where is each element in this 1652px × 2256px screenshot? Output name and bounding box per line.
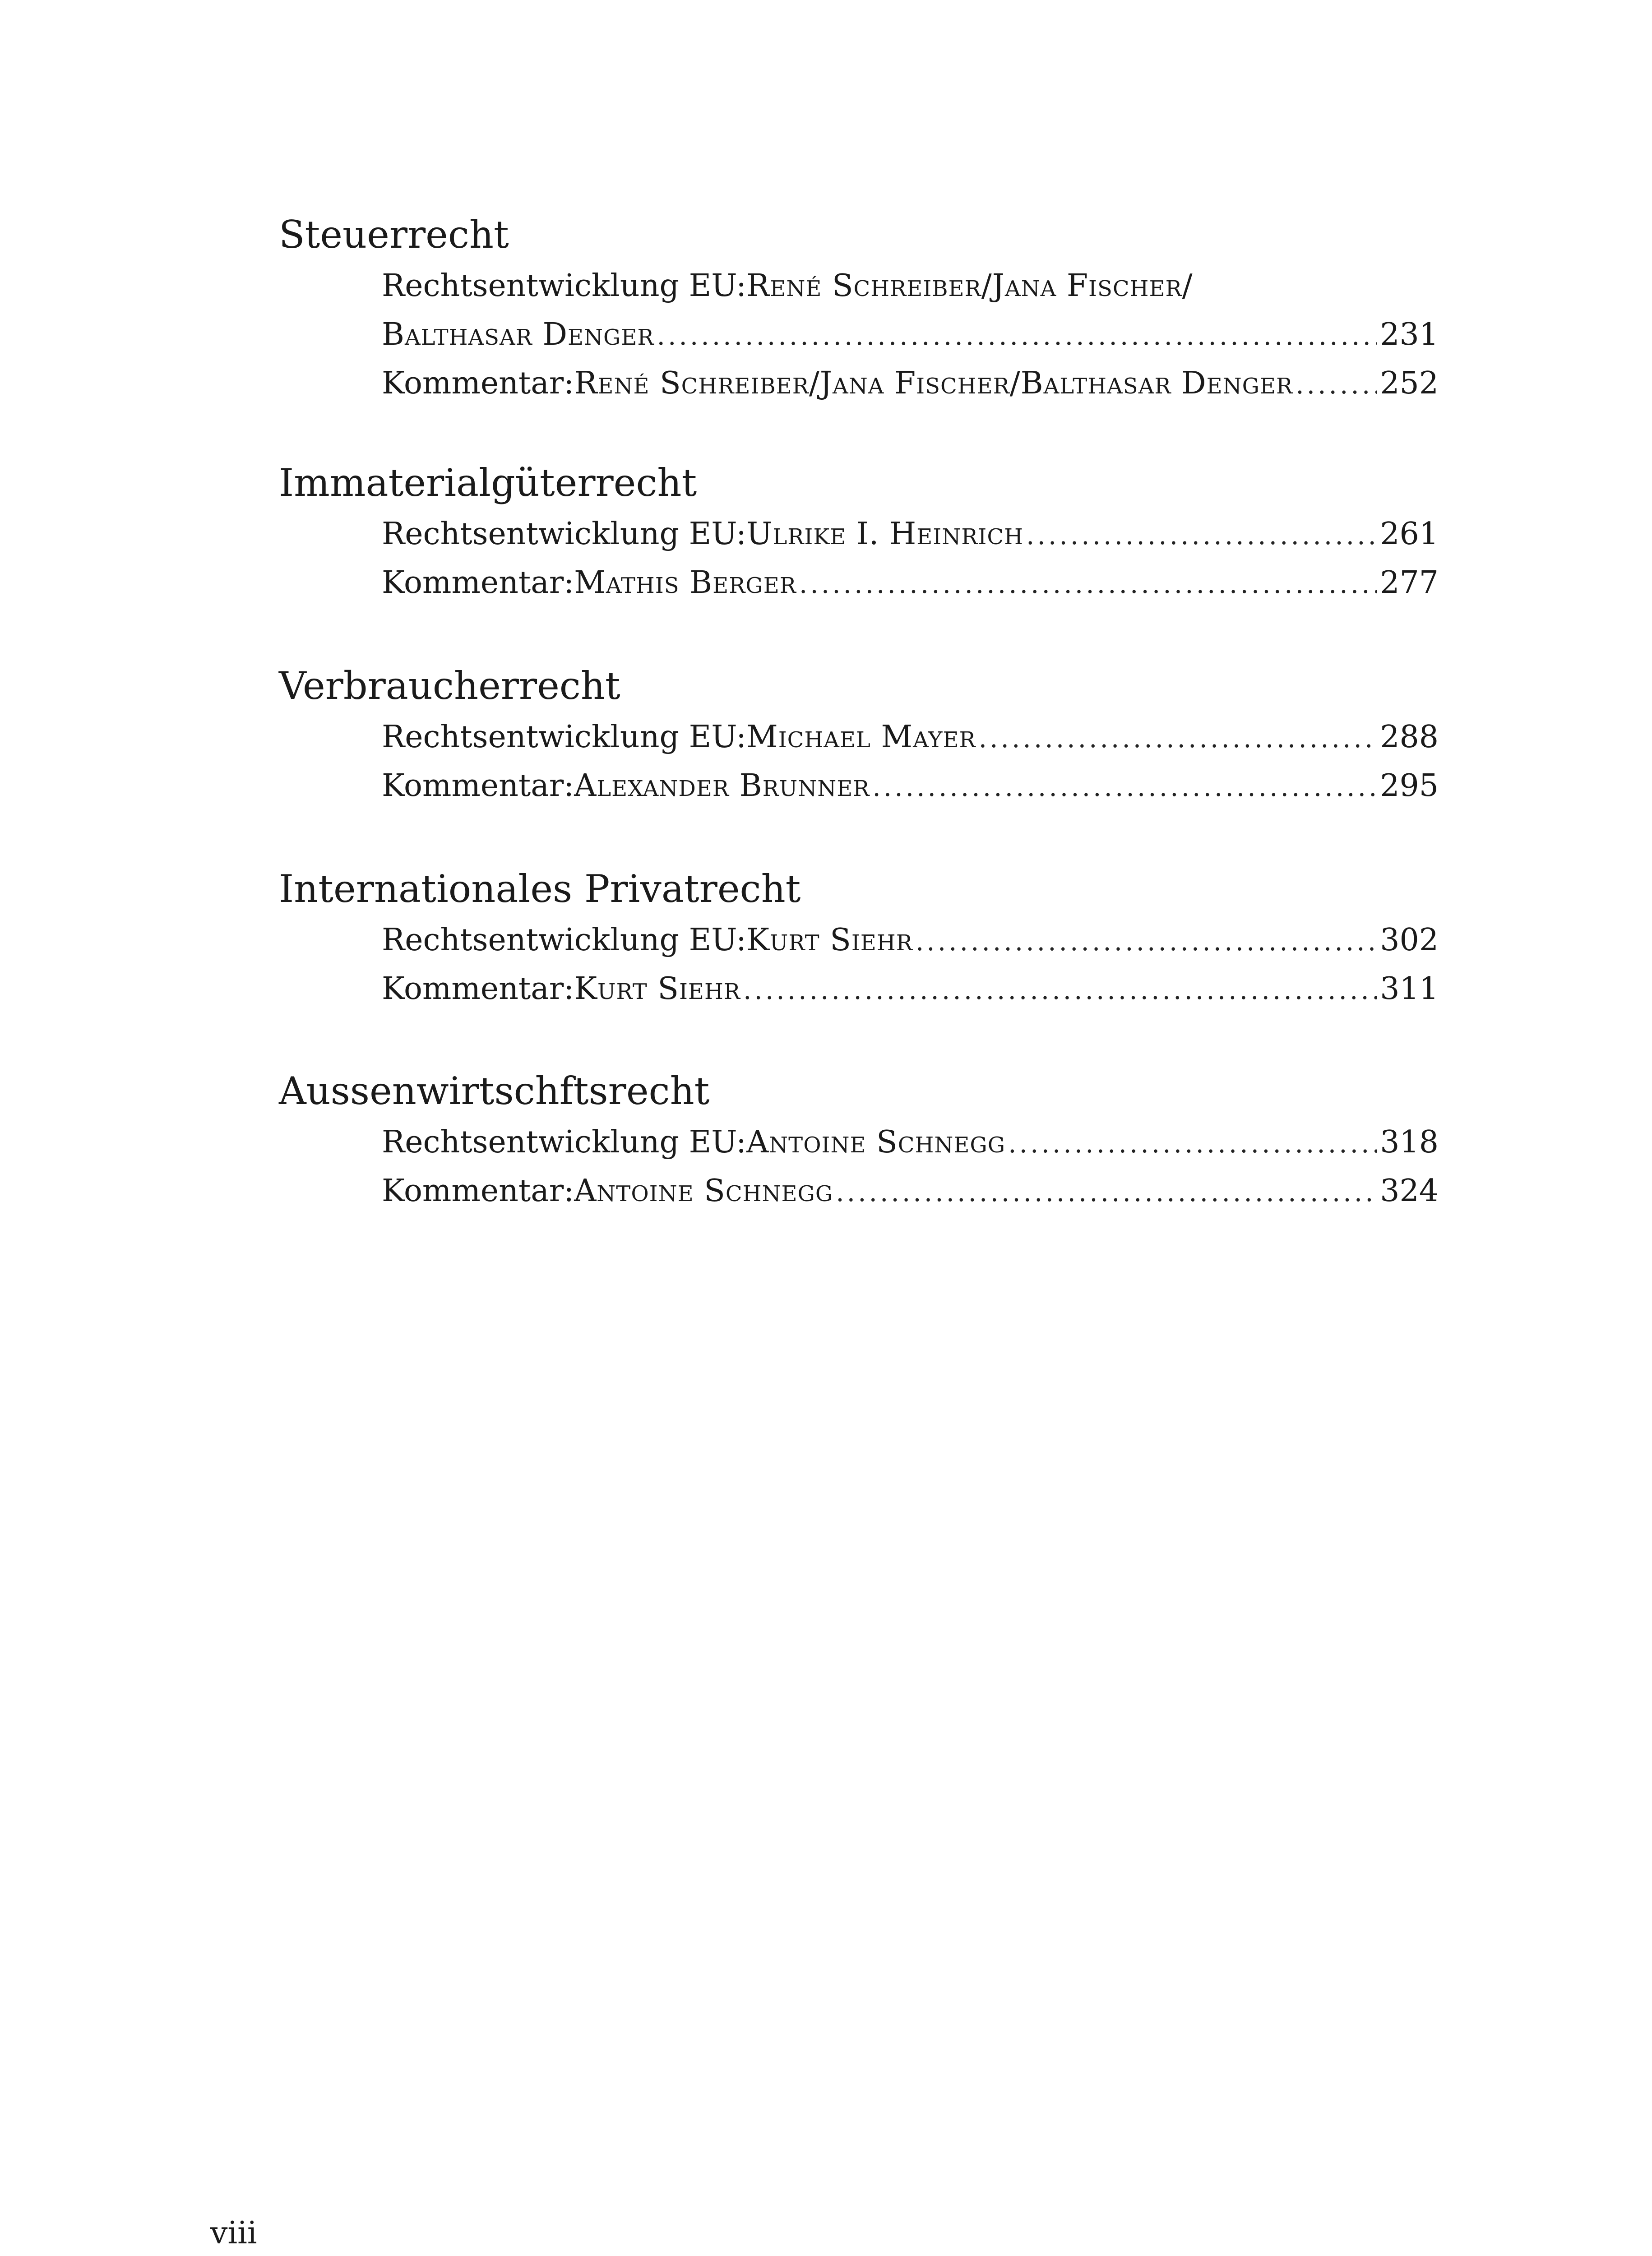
- toc-entry-kommentar[interactable]: [382, 965, 1439, 1013]
- toc-entry-kommentar[interactable]: [382, 559, 1439, 607]
- entry-label-prefix: Kommentar:: [382, 565, 574, 601]
- entry-label-prefix: Kommentar:: [382, 768, 574, 804]
- dot-leader: [1296, 360, 1377, 409]
- toc-section-verbraucherrecht: [279, 659, 1439, 810]
- toc-section-steuerrecht: [279, 208, 1439, 408]
- section-title: Steuerrecht: [279, 213, 509, 257]
- dot-leader: [657, 311, 1378, 360]
- toc-entry-rechtsentwicklung-continued[interactable]: [382, 310, 1439, 359]
- dot-leader: [836, 1168, 1377, 1216]
- entry-label-prefix: Rechtsentwicklung EU:: [382, 922, 747, 958]
- page-number: 295: [1380, 768, 1439, 804]
- dot-leader: [743, 966, 1377, 1014]
- entry-authors: Ulrike I. Heinrich: [746, 516, 1023, 552]
- toc-section-immaterialgueterrecht: [279, 456, 1439, 607]
- toc-entry-kommentar[interactable]: [382, 359, 1439, 408]
- entry-label-prefix: Rechtsentwicklung EU:: [382, 268, 747, 304]
- section-title: Immaterialgüterrecht: [279, 461, 697, 505]
- entry-authors: René Schreiber/Jana Fischer/Balthasar Denger: [574, 365, 1293, 401]
- entry-authors: Kurt Siehr: [746, 922, 913, 958]
- page-number: 288: [1380, 719, 1439, 755]
- entry-label-prefix: Kommentar:: [382, 1173, 574, 1209]
- section-title: Aussenwirtschftsrecht: [279, 1069, 710, 1113]
- toc-entry-rechtsentwicklung[interactable]: [382, 916, 1439, 965]
- entry-authors: Kurt Siehr: [574, 971, 740, 1007]
- toc-section-internationales-privatrecht: [279, 862, 1439, 1013]
- entry-label-prefix: Kommentar:: [382, 971, 574, 1007]
- toc-section-aussenwirtschaftsrecht: [279, 1064, 1439, 1216]
- entry-authors: René Schreiber/Jana Fischer/: [746, 268, 1193, 304]
- page-number: 324: [1380, 1173, 1439, 1209]
- section-title: Internationales Privatrecht: [279, 867, 801, 911]
- entry-authors: Alexander Brunner: [574, 768, 870, 804]
- dot-leader: [916, 917, 1377, 966]
- entry-authors: Balthasar Denger: [382, 317, 654, 352]
- entry-authors: Antoine Schnegg: [746, 1124, 1006, 1160]
- toc-entry-rechtsentwicklung[interactable]: [382, 713, 1439, 762]
- entry-authors: Antoine Schnegg: [574, 1173, 833, 1209]
- page-number: 252: [1380, 365, 1439, 401]
- entry-label-prefix: Rechtsentwicklung EU:: [382, 516, 747, 552]
- page-number: 318: [1380, 1124, 1439, 1160]
- page-number: 231: [1380, 317, 1439, 352]
- entry-authors: Mathis Berger: [574, 565, 796, 601]
- dot-leader: [799, 559, 1377, 608]
- page-number: 277: [1380, 565, 1439, 601]
- toc-entry-kommentar[interactable]: [382, 1167, 1439, 1216]
- entry-label-prefix: Kommentar:: [382, 365, 574, 401]
- dot-leader: [1026, 511, 1377, 559]
- toc-entry-rechtsentwicklung[interactable]: [382, 1118, 1439, 1167]
- toc-entry-rechtsentwicklung[interactable]: [382, 510, 1439, 559]
- dot-leader: [1008, 1119, 1377, 1168]
- entry-authors: Michael Mayer: [746, 719, 976, 755]
- page-folio: viii: [210, 2215, 257, 2251]
- toc-entry-rechtsentwicklung[interactable]: [382, 262, 1439, 310]
- entry-label-prefix: Rechtsentwicklung EU:: [382, 719, 747, 755]
- section-title: Verbraucherrecht: [279, 664, 620, 708]
- page-number: 302: [1380, 922, 1439, 958]
- dot-leader: [979, 714, 1378, 763]
- toc-entry-kommentar[interactable]: [382, 762, 1439, 810]
- dot-leader: [872, 763, 1377, 811]
- page-number: 261: [1380, 516, 1439, 552]
- page-number: 311: [1380, 971, 1439, 1007]
- entry-label-prefix: Rechtsentwicklung EU:: [382, 1124, 747, 1160]
